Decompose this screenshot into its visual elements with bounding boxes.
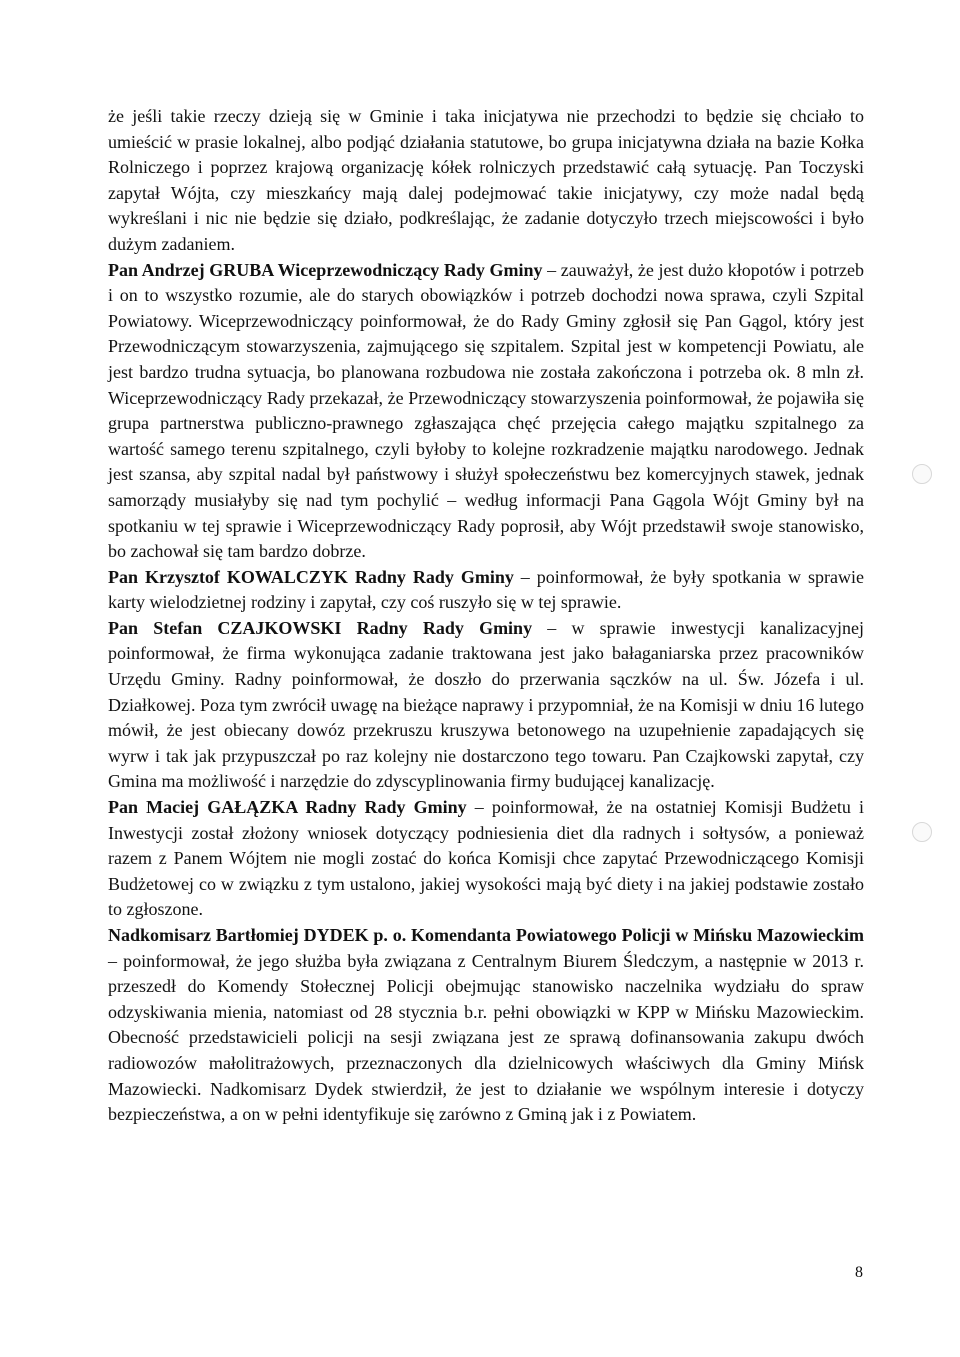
speaker-name: Pan Stefan CZAJKOWSKI Radny Rady Gminy: [108, 617, 533, 638]
paragraph: [108, 104, 864, 258]
paragraph: [108, 565, 864, 616]
paragraph: [108, 616, 864, 795]
punch-hole: [912, 464, 932, 484]
paragraph: [108, 258, 864, 565]
paragraph-text: – poinformował, że jego służba była związana z Centralnym Biurem Śledczym, a następnie w 2013 r. przeszedł do Komendy Stołecznej Policji obejmując stanowisko naczelnika wydziału do spraw odzyskiwania mienia, natomiast od 28 stycznia b.r. pełni obowiązki w KPP w Mińsku Mazowieckim. Obecność przedstawicieli policji na sesji związana jest ze sprawą dofinansowania zakupu dwóch radiowozów małolitrażowych, przeznaczonych dla dzielnicowych właściwych dla Gminy Mińsk Mazowiecki. Nadkomisarz Dydek stwierdził, że jest to działanie we wspólnym interesie i dotyczy bezpieczeństwa, a on w pełni identyfikuje się zarówno z Gminą jak i z Powiatem.: [108, 950, 864, 1125]
paragraph-text: – poinformował, że na ostatniej Komisji Budżetu i Inwestycji został złożony wniosek dotyczący podniesienia diet dla radnych i sołtysów, a ponieważ razem z Panem Wójtem nie mogli zostać do końca Komisji chce zapytać Przewodniczącego Komisji Budżetowej co w związku z tym ustalono, jakiej wysokości mają być diety i na jakiej podstawie zostało to zgłoszone.: [108, 797, 864, 920]
paragraph-text: – zauważył, że jest dużo kłopotów i potrzeb i on to wszystko rozumie, ale do starych obowiązków i potrzeb dochodzi nowa sprawa, czyli Szpital Powiatowy. Wiceprzewodniczący poinformował, że do Rady Gminy zgłosił się Pan Gągol, który jest Przewodniczącym stowarzyszenia, zajmującego się szpitalem. Szpital jest w kompetencji Powiatu, ale jest bardzo trudna sytuacja, bo planowana rozbudowa nie została zakończona i potrzeba ok. 8 mln zł. Wiceprzewodniczący Rady przekazał, że Przewodniczący stowarzyszenia poinformował, że pojawiła się grupa partnerstwa publiczno-prawnego zgłaszająca chęć przejęcia całego majątku szpitalnego za wartość samego terenu szpitalnego, czyli byłoby to kolejne rozkradzenie majątku narodowego. Jednak jest szansa, aby szpital nadal był państwowy i służył społeczeństwu bez komercyjnych stawek, jednak samorządy musiałyby się nad tym pochylić – według informacji Pana Gągola Wójt Gminy był na spotkaniu w tej sprawie i Wiceprzewodniczący Rady poprosił, aby Wójt przedstawił swoje stanowisko, bo zachował się tam bardzo dobrze.: [108, 259, 864, 562]
speaker-name: Pan Maciej GAŁĄZKA Radny Rady Gminy: [108, 797, 467, 818]
paragraph-text: – w sprawie inwestycji kanalizacyjnej poinformował, że firma wykonująca zadanie traktowana jest jako bałaganiarska przez pracowników Urzędu Gminy. Radny poinformował, że doszło do przerwania sączków na ul. Św. Józefa i ul. Działkowej. Poza tym zwrócił uwagę na bieżące naprawy i przypomniał, że na Komisji w dniu 16 lutego mówił, że jest obiecany dowóz przekruszu kruszywa betonowego na uzupełnienie zapadających się wyrw i tak jak przypuszczał po raz kolejny nie dostarczono tego towaru. Pan Czajkowski zapytał, czy Gmina ma możliwość i narzędzie do zdyscyplinowania firmy budującej kanalizację.: [108, 617, 864, 792]
paragraph-text: że jeśli takie rzeczy dzieją się w Gminie i taka inicjatywa nie przechodzi to będzie się chciało to umieścić w prasie lokalnej, albo podjąć działania statutowe, bo grupa inicjatywna działa na bazie Kołka Rolniczego i poprzez krajową organizację kółek rolniczych przedstawić całą sytuację. Pan Toczyski zapytał Wójta, czy mieszkańcy mają dalej podejmować takie inicjatywy, czy może nadal będą wykreślani i nic nie będzie się działo, podkreślając, że zadanie dotyczyło trzech miejscowości i było dużym zadaniem.: [108, 106, 864, 254]
paragraph: [108, 923, 864, 1128]
document-body: [108, 104, 864, 1128]
speaker-name: Nadkomisarz Bartłomiej DYDEK p. o. Komendanta Powiatowego Policji w Mińsku Mazowieckim: [108, 925, 864, 945]
page-number: 8: [855, 1264, 863, 1281]
paragraph-text: – poinformował, że były spotkania w sprawie karty wielodzietnej rodziny i zapytał, czy coś ruszyło się w tej sprawie.: [108, 566, 865, 613]
paragraph: [108, 795, 864, 923]
speaker-name: Pan Andrzej GRUBA Wiceprzewodniczący Rady Gminy: [108, 259, 543, 280]
speaker-name: Pan Krzysztof KOWALCZYK Radny Rady Gminy: [108, 566, 514, 587]
punch-hole: [912, 822, 932, 842]
